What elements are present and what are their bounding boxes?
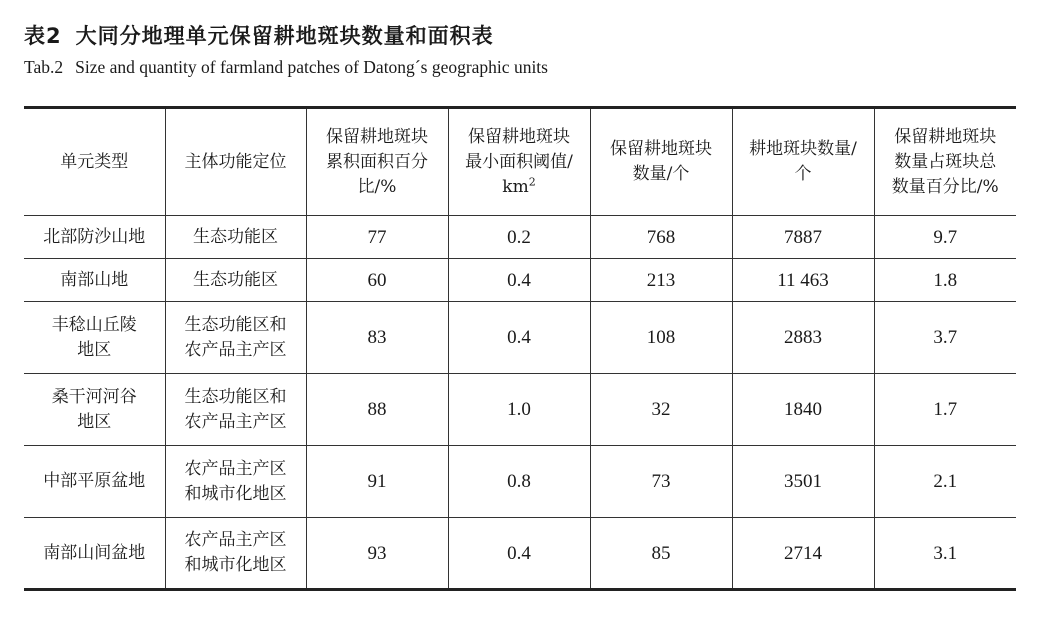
- table-row: [24, 216, 1016, 259]
- cell-count-pct: 3.1: [933, 542, 958, 564]
- cell-patch-count: 1840: [732, 374, 874, 446]
- cell-count-pct: 1.7: [874, 374, 1016, 446]
- header-cum-area-pct: 保留耕地斑块 累积面积百分 比/%: [306, 108, 448, 216]
- cell-function: 生态功能区和 农产品主产区: [165, 302, 306, 374]
- cell-unit: 丰稔山丘陵 地区: [24, 302, 165, 374]
- header-min-area-unit-sup: 2: [528, 174, 536, 188]
- cell-cum-area-pct: 91: [306, 446, 448, 518]
- cell-function: 生态功能区: [165, 259, 306, 302]
- cell-count-pct: 1.8: [874, 259, 1016, 302]
- header-patch-count: 耕地斑块数量/ 个: [732, 108, 874, 216]
- table-row: [24, 259, 1016, 302]
- cell-cum-area-pct: 60: [306, 259, 448, 302]
- header-unit-type: 单元类型: [24, 108, 165, 216]
- table-row: [24, 446, 1016, 518]
- header-retained-count: 保留耕地斑块 数量/个: [590, 108, 732, 216]
- cell-unit: 中部平原盆地: [24, 446, 165, 518]
- cell-patch-count: 7887: [732, 216, 874, 259]
- caption-title-zh: 大同分地理单元保留耕地斑块数量和面积表: [75, 24, 494, 48]
- cell-unit: 桑干河河谷 地区: [24, 374, 165, 446]
- cell-cum-area-pct: 77: [306, 216, 448, 259]
- cell-retained-count: 85: [590, 518, 732, 590]
- cell-retained-count: 108: [590, 302, 732, 374]
- cell-count-pct: 2.1: [874, 446, 1016, 518]
- cell-min-area: 1.0: [448, 374, 590, 446]
- table-row: [24, 374, 1016, 446]
- cell-retained-count: 768: [590, 216, 732, 259]
- table-caption-zh: [24, 20, 494, 50]
- caption-number-en: Tab.2: [24, 57, 64, 77]
- cell-function: 生态功能区: [165, 216, 306, 259]
- table-header-row: [24, 108, 1016, 216]
- header-function: 主体功能定位: [165, 108, 306, 216]
- cell-cum-area-pct: 88: [306, 374, 448, 446]
- cell-retained-count: 213: [590, 259, 732, 302]
- table-row: [24, 518, 1016, 590]
- caption-number-zh: 表2: [24, 24, 62, 48]
- cell-min-area: 0.4: [448, 259, 590, 302]
- cell-count-pct: 3.7: [874, 302, 1016, 374]
- cell-cum-area-pct: 93: [306, 518, 448, 590]
- cell-unit: 北部防沙山地: [24, 216, 165, 259]
- table-row: [24, 302, 1016, 374]
- caption-title-en: Size and quantity of farmland patches of Datong´s geographic units: [75, 57, 548, 77]
- cell-unit: 南部山地: [24, 259, 165, 302]
- cell-count-pct: 9.7: [874, 216, 1016, 259]
- header-count-pct: 保留耕地斑块 数量占斑块总 数量百分比/%: [874, 108, 1016, 216]
- cell-min-area: 0.2: [448, 216, 590, 259]
- cell-retained-count: 73: [590, 446, 732, 518]
- cell-patch-count: 11 463: [732, 259, 874, 302]
- cell-cum-area-pct: 83: [306, 302, 448, 374]
- cell-retained-count: 32: [590, 374, 732, 446]
- cell-min-area: 0.4: [448, 518, 590, 590]
- cell-unit: 南部山间盆地: [24, 518, 165, 590]
- cell-min-area: 0.4: [448, 302, 590, 374]
- cell-min-area: 0.8: [448, 446, 590, 518]
- cell-patch-count: 3501: [732, 446, 874, 518]
- cell-patch-count: 2714: [732, 518, 874, 590]
- cell-function: 农产品主产区 和城市化地区: [165, 518, 306, 590]
- header-min-area-unit: km: [502, 176, 529, 197]
- cell-patch-count: 2883: [732, 302, 874, 374]
- cell-function: 生态功能区和 农产品主产区: [165, 374, 306, 446]
- header-min-area: 保留耕地斑块 最小面积阈值/ $km^2$: [448, 108, 590, 216]
- farmland-patch-table: [24, 106, 1016, 591]
- table-caption-en: [24, 57, 548, 78]
- cell-function: 农产品主产区 和城市化地区: [165, 446, 306, 518]
